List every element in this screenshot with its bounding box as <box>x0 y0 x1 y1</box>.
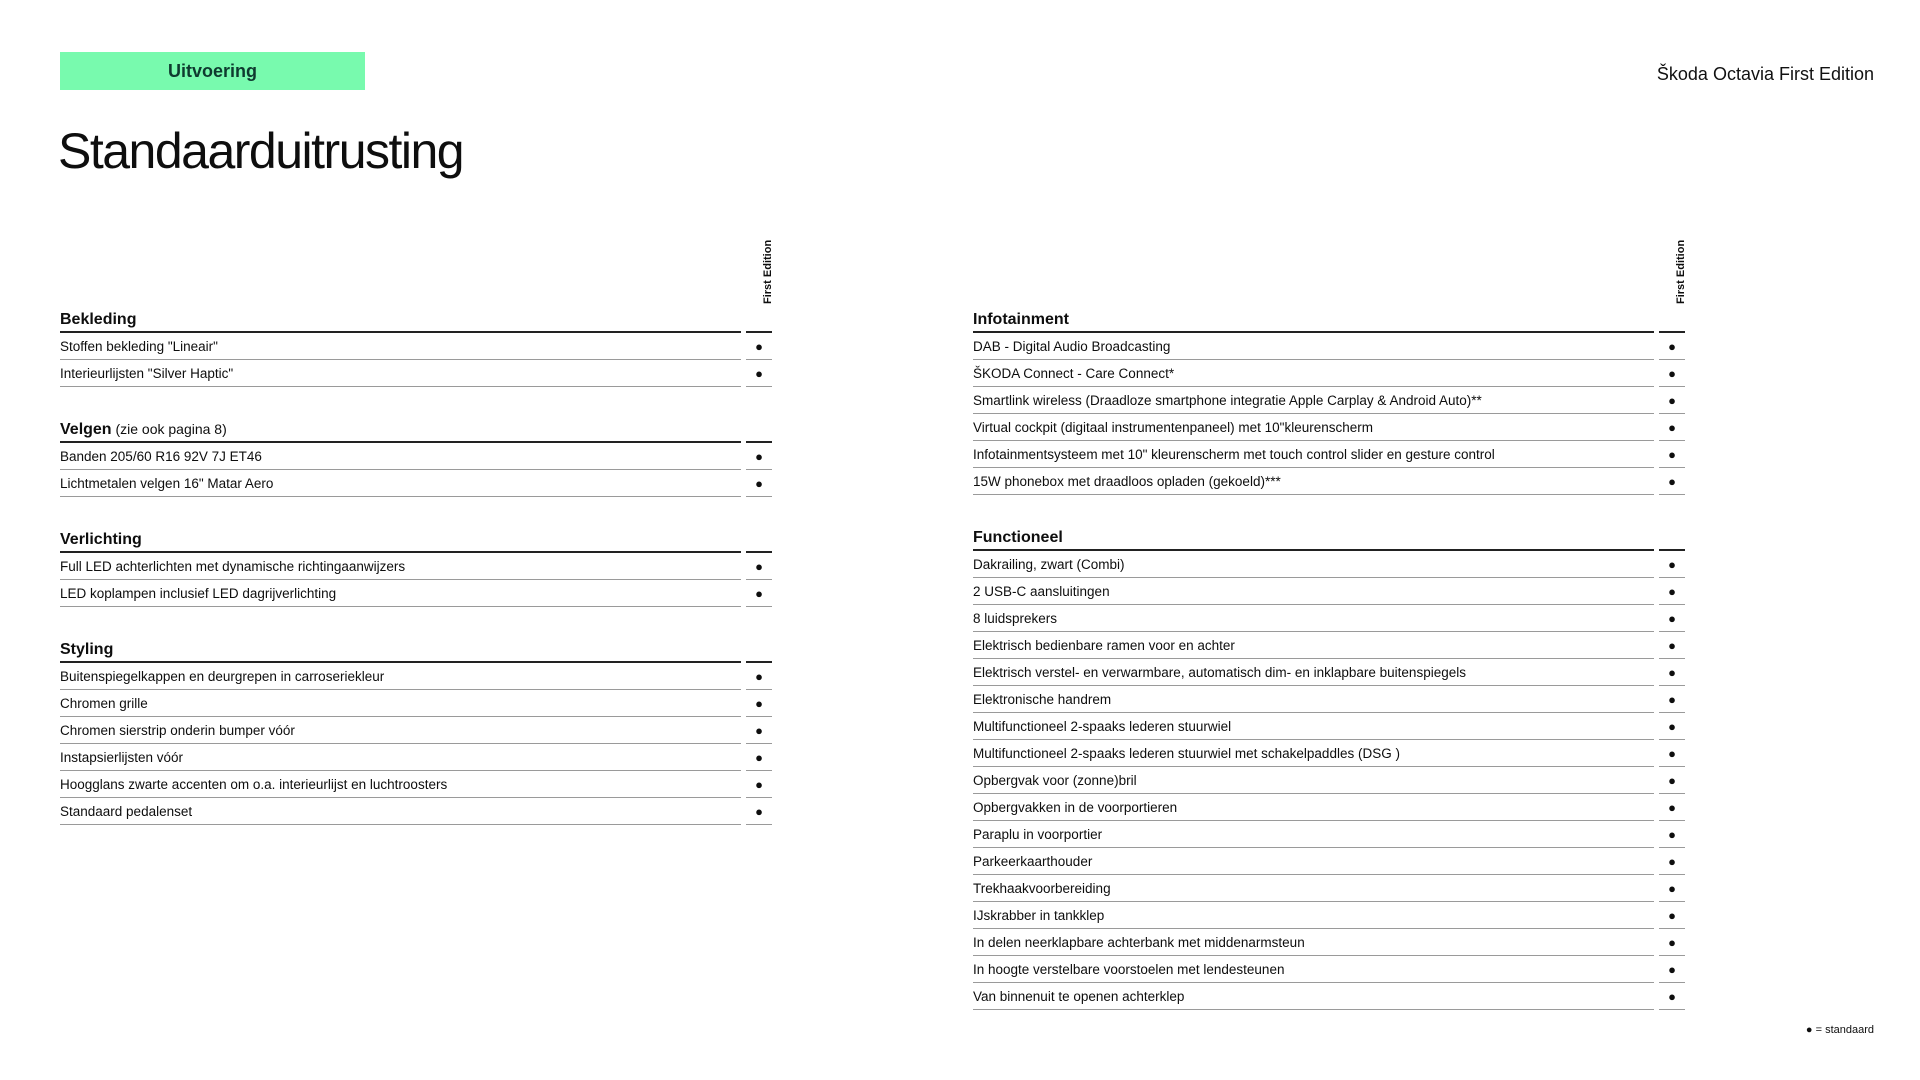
standard-mark: ● <box>1659 441 1685 468</box>
section-header-cell <box>746 634 772 663</box>
standard-mark: ● <box>746 717 772 744</box>
standard-mark: ● <box>746 470 772 497</box>
section-title <box>60 304 741 333</box>
left-column-header <box>60 220 772 304</box>
table-row <box>60 580 772 607</box>
table-row <box>973 848 1685 875</box>
table-row <box>973 414 1685 441</box>
section-header <box>60 304 772 333</box>
table-row <box>973 902 1685 929</box>
section-header-cell <box>746 304 772 333</box>
standard-mark: ● <box>1659 686 1685 713</box>
feature-label: Dakrailing, zwart (Combi) <box>973 551 1654 578</box>
section-title <box>60 634 741 663</box>
standard-mark: ● <box>1659 821 1685 848</box>
feature-label: Instapsierlijsten vóór <box>60 744 741 771</box>
section-title-text: Verlichting <box>60 531 142 548</box>
feature-label: 15W phonebox met draadloos opladen (gekoeld)*** <box>973 468 1654 495</box>
section-header-cell <box>746 524 772 553</box>
section-title-text: Velgen <box>60 421 112 438</box>
section-title-text: Bekleding <box>60 311 137 328</box>
feature-label: Chromen sierstrip onderin bumper vóór <box>60 717 741 744</box>
table-row <box>973 605 1685 632</box>
feature-label: Smartlink wireless (Draadloze smartphone integratie Apple Carplay & Android Auto)** <box>973 387 1654 414</box>
standard-mark: ● <box>1659 848 1685 875</box>
standard-mark: ● <box>1659 767 1685 794</box>
table-row <box>973 387 1685 414</box>
page-title: Standaarduitrusting <box>58 123 464 179</box>
feature-label: Lichtmetalen velgen 16" Matar Aero <box>60 470 741 497</box>
feature-label: Opbergvak voor (zonne)bril <box>973 767 1654 794</box>
right-column <box>973 220 1685 1037</box>
standard-mark: ● <box>1659 468 1685 495</box>
feature-label: Elektrisch verstel- en verwarmbare, automatisch dim- en inklapbare buitenspiegels <box>973 659 1654 686</box>
feature-label: Trekhaakvoorbereiding <box>973 875 1654 902</box>
feature-label: ŠKODA Connect - Care Connect* <box>973 360 1654 387</box>
standard-mark: ● <box>1659 740 1685 767</box>
standard-mark: ● <box>1659 578 1685 605</box>
feature-label: Parkeerkaarthouder <box>973 848 1654 875</box>
table-row <box>60 690 772 717</box>
standard-mark: ● <box>746 663 772 690</box>
standard-mark: ● <box>746 443 772 470</box>
table-row <box>973 686 1685 713</box>
standard-mark: ● <box>1659 983 1685 1010</box>
right-column-header <box>973 220 1685 304</box>
standard-mark: ● <box>746 333 772 360</box>
left-column <box>60 220 772 852</box>
feature-label: Multifunctioneel 2-spaaks lederen stuurwiel <box>973 713 1654 740</box>
feature-label: LED koplampen inclusief LED dagrijverlichting <box>60 580 741 607</box>
section-badge: Uitvoering <box>60 52 365 90</box>
feature-label: In hoogte verstelbare voorstoelen met lendesteunen <box>973 956 1654 983</box>
standard-mark: ● <box>746 798 772 825</box>
section-header <box>60 524 772 553</box>
standard-mark: ● <box>1659 794 1685 821</box>
section-title <box>60 524 741 553</box>
feature-label: Van binnenuit te openen achterklep <box>973 983 1654 1010</box>
table-row <box>973 632 1685 659</box>
feature-label: IJskrabber in tankklep <box>973 902 1654 929</box>
equipment-section <box>60 634 772 825</box>
brand-title: Škoda Octavia First Edition <box>1656 64 1874 84</box>
section-title <box>973 304 1654 333</box>
table-row <box>973 360 1685 387</box>
section-header-cell <box>1659 522 1685 551</box>
feature-label: Full LED achterlichten met dynamische richtingaanwijzers <box>60 553 741 580</box>
standard-mark: ● <box>1659 713 1685 740</box>
section-title-text: Functioneel <box>973 529 1063 546</box>
legend: ● = standaard <box>1805 1024 1874 1036</box>
table-row <box>973 333 1685 360</box>
standard-mark: ● <box>746 690 772 717</box>
standard-mark: ● <box>1659 632 1685 659</box>
standard-mark: ● <box>1659 875 1685 902</box>
feature-label: In delen neerklapbare achterbank met middenarmsteun <box>973 929 1654 956</box>
right-sections <box>973 304 1685 1010</box>
table-row <box>973 929 1685 956</box>
section-note: (zie ook pagina 8) <box>111 421 227 437</box>
standard-mark: ● <box>1659 414 1685 441</box>
standard-mark: ● <box>1659 360 1685 387</box>
feature-label: Paraplu in voorportier <box>973 821 1654 848</box>
feature-label: Banden 205/60 R16 92V 7J ET46 <box>60 443 741 470</box>
section-header <box>60 414 772 443</box>
standard-mark: ● <box>746 360 772 387</box>
feature-label: Standaard pedalenset <box>60 798 741 825</box>
feature-label: Chromen grille <box>60 690 741 717</box>
table-row <box>973 956 1685 983</box>
column-label: First Edition <box>762 239 774 304</box>
table-row <box>973 551 1685 578</box>
standard-mark: ● <box>746 580 772 607</box>
equipment-section <box>60 414 772 497</box>
section-header-cell <box>746 414 772 443</box>
feature-label: Infotainmentsysteem met 10" kleurenscherm met touch control slider en gesture control <box>973 441 1654 468</box>
table-row <box>973 713 1685 740</box>
standard-mark: ● <box>1659 387 1685 414</box>
table-row <box>60 360 772 387</box>
standard-mark: ● <box>1659 956 1685 983</box>
table-row <box>973 740 1685 767</box>
table-row <box>60 771 772 798</box>
standard-mark: ● <box>1659 929 1685 956</box>
section-title <box>973 522 1654 551</box>
standard-mark: ● <box>1659 605 1685 632</box>
left-sections <box>60 304 772 825</box>
table-row <box>60 470 772 497</box>
section-title <box>60 414 741 443</box>
table-row <box>60 798 772 825</box>
table-row <box>973 659 1685 686</box>
section-header <box>60 634 772 663</box>
table-row <box>973 821 1685 848</box>
feature-label: Interieurlijsten "Silver Haptic" <box>60 360 741 387</box>
column-label: First Edition <box>1675 239 1687 304</box>
feature-label: Hoogglans zwarte accenten om o.a. interieurlijst en luchtroosters <box>60 771 741 798</box>
table-row <box>60 553 772 580</box>
table-row <box>973 983 1685 1010</box>
standard-mark: ● <box>746 771 772 798</box>
feature-label: Elektronische handrem <box>973 686 1654 713</box>
equipment-section <box>60 524 772 607</box>
table-row <box>60 443 772 470</box>
equipment-section <box>60 304 772 387</box>
feature-label: 2 USB-C aansluitingen <box>973 578 1654 605</box>
table-row <box>973 441 1685 468</box>
standard-mark: ● <box>746 553 772 580</box>
table-row <box>60 663 772 690</box>
feature-label: DAB - Digital Audio Broadcasting <box>973 333 1654 360</box>
feature-label: Multifunctioneel 2-spaaks lederen stuurwiel met schakelpaddles (DSG ) <box>973 740 1654 767</box>
table-row <box>973 794 1685 821</box>
table-row <box>60 717 772 744</box>
standard-mark: ● <box>746 744 772 771</box>
standard-mark: ● <box>1659 902 1685 929</box>
section-title-text: Styling <box>60 641 114 658</box>
table-row <box>973 578 1685 605</box>
table-row <box>973 468 1685 495</box>
feature-label: Stoffen bekleding "Lineair" <box>60 333 741 360</box>
feature-label: Opbergvakken in de voorportieren <box>973 794 1654 821</box>
standard-mark: ● <box>1659 659 1685 686</box>
equipment-section <box>973 304 1685 495</box>
section-header <box>973 522 1685 551</box>
section-header-cell <box>1659 304 1685 333</box>
equipment-section <box>973 522 1685 1010</box>
feature-label: Virtual cockpit (digitaal instrumentenpaneel) met 10"kleurenscherm <box>973 414 1654 441</box>
table-row <box>60 744 772 771</box>
feature-label: 8 luidsprekers <box>973 605 1654 632</box>
feature-label: Elektrisch bedienbare ramen voor en achter <box>973 632 1654 659</box>
table-row <box>973 767 1685 794</box>
feature-label: Buitenspiegelkappen en deurgrepen in carroseriekleur <box>60 663 741 690</box>
section-header <box>973 304 1685 333</box>
table-row <box>60 333 772 360</box>
section-title-text: Infotainment <box>973 311 1069 328</box>
standard-mark: ● <box>1659 333 1685 360</box>
table-row <box>973 875 1685 902</box>
standard-mark: ● <box>1659 551 1685 578</box>
